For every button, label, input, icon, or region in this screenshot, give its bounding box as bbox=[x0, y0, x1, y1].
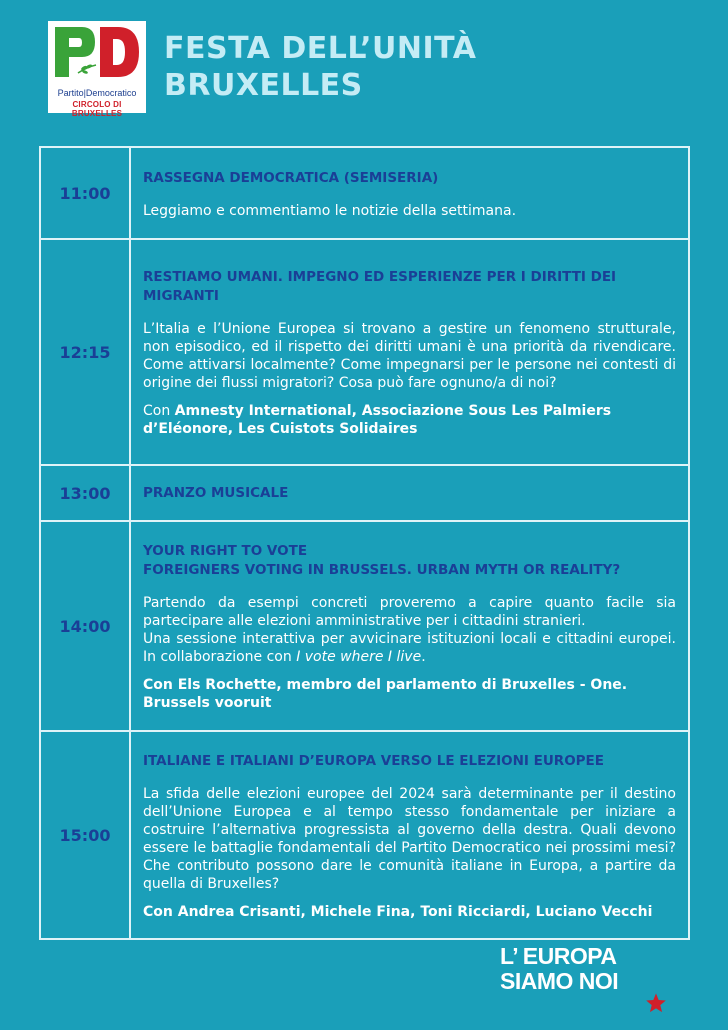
session-guest-names: Amnesty International, Associazione Sous Les Palmiers d’Eléonore, Les Cuistots Solidaires bbox=[143, 403, 612, 437]
schedule-row bbox=[40, 147, 689, 239]
session-title: RESTIAMO UMANI. IMPEGNO ED ESPERIENZE PER I DIRITTI DEI MIGRANTI bbox=[143, 269, 617, 304]
session-guests: Con Els Rochette, membro del parlamento di Bruxelles - One. Brussels vooruit bbox=[143, 677, 628, 711]
logo-circolo: CIRCOLO DI BRUXELLES bbox=[71, 100, 123, 118]
session-partner: I vote where I live bbox=[296, 649, 422, 665]
session-description: L’Italia e l’Unione Europea si trovano a gestire un fenomeno strutturale, non episodico, ed il rispetto dei diritti umani è una priorità da rivendicare. Come attivarsi localmente? Come impegnarsi per le persone nei contesti di origine dei flussi migratori? Cosa può fare ognuno/a di noi? bbox=[143, 321, 676, 391]
session-content bbox=[130, 147, 689, 239]
schedule-row bbox=[40, 465, 689, 521]
pd-logo-mark bbox=[48, 21, 146, 83]
star-icon bbox=[645, 992, 667, 1014]
logo-party-name: Partito|Democratico bbox=[57, 88, 137, 98]
session-time: 13:00 bbox=[40, 465, 130, 521]
session-time: 11:00 bbox=[40, 147, 130, 239]
slogan-line1: L’ EUROPA bbox=[500, 943, 617, 969]
schedule-row bbox=[40, 731, 689, 939]
session-content bbox=[130, 465, 689, 521]
page-title-line2: BRUXELLES bbox=[164, 68, 363, 103]
session-content bbox=[130, 239, 689, 465]
schedule-table bbox=[39, 146, 690, 940]
schedule-row bbox=[40, 239, 689, 465]
page-title-line1: FESTA DELL’UNITÀ bbox=[164, 31, 477, 66]
session-guests: Con Andrea Crisanti, Michele Fina, Toni Ricciardi, Luciano Vecchi bbox=[143, 903, 653, 920]
schedule-row bbox=[40, 521, 689, 731]
session-title: YOUR RIGHT TO VOTE FOREIGNERS VOTING IN BRUSSELS. URBAN MYTH OR REALITY? bbox=[143, 543, 621, 578]
session-title: PRANZO MUSICALE bbox=[143, 484, 289, 501]
session-content bbox=[130, 521, 689, 731]
session-time: 14:00 bbox=[40, 521, 130, 731]
session-title: RASSEGNA DEMOCRATICA (SEMISERIA) bbox=[143, 169, 439, 186]
session-time: 12:15 bbox=[40, 239, 130, 465]
session-guests: Con Amnesty International, Associazione Sous Les Palmiers d’Eléonore, Les Cuistots Solidaires bbox=[143, 403, 612, 437]
session-title: ITALIANE E ITALIANI D’EUROPA VERSO LE ELEZIONI EUROPEE bbox=[143, 752, 605, 769]
session-content bbox=[130, 731, 689, 939]
session-time: 15:00 bbox=[40, 731, 130, 939]
slogan-line2: SIAMO NOI bbox=[500, 968, 619, 994]
slogan bbox=[500, 944, 680, 994]
pd-logo bbox=[48, 21, 146, 118]
session-description: Partendo da esempi concreti proveremo a capire quanto facile sia partecipare alle elezioni amministrative per i cittadini stranieri. Una sessione interattiva per avvicinare istituzioni locali e cittadini europei. In collaborazione con I vote where I live. bbox=[143, 595, 676, 665]
session-description: La sfida delle elezioni europee del 2024 sarà determinante per il destino dell’Unione Europea e al tempo stesso fondamentale per iniziare a costruire l’alternativa progressista al governo della destra. Quali devono essere le battaglie fondamentali del Partito Democratico nei prossimi mesi? Che contributo possono dare le comunità italiane in Europa, a partire da quella di Bruxelles? bbox=[143, 785, 676, 892]
page-title bbox=[164, 30, 584, 104]
session-description: Leggiamo e commentiamo le notizie della settimana. bbox=[143, 202, 517, 219]
